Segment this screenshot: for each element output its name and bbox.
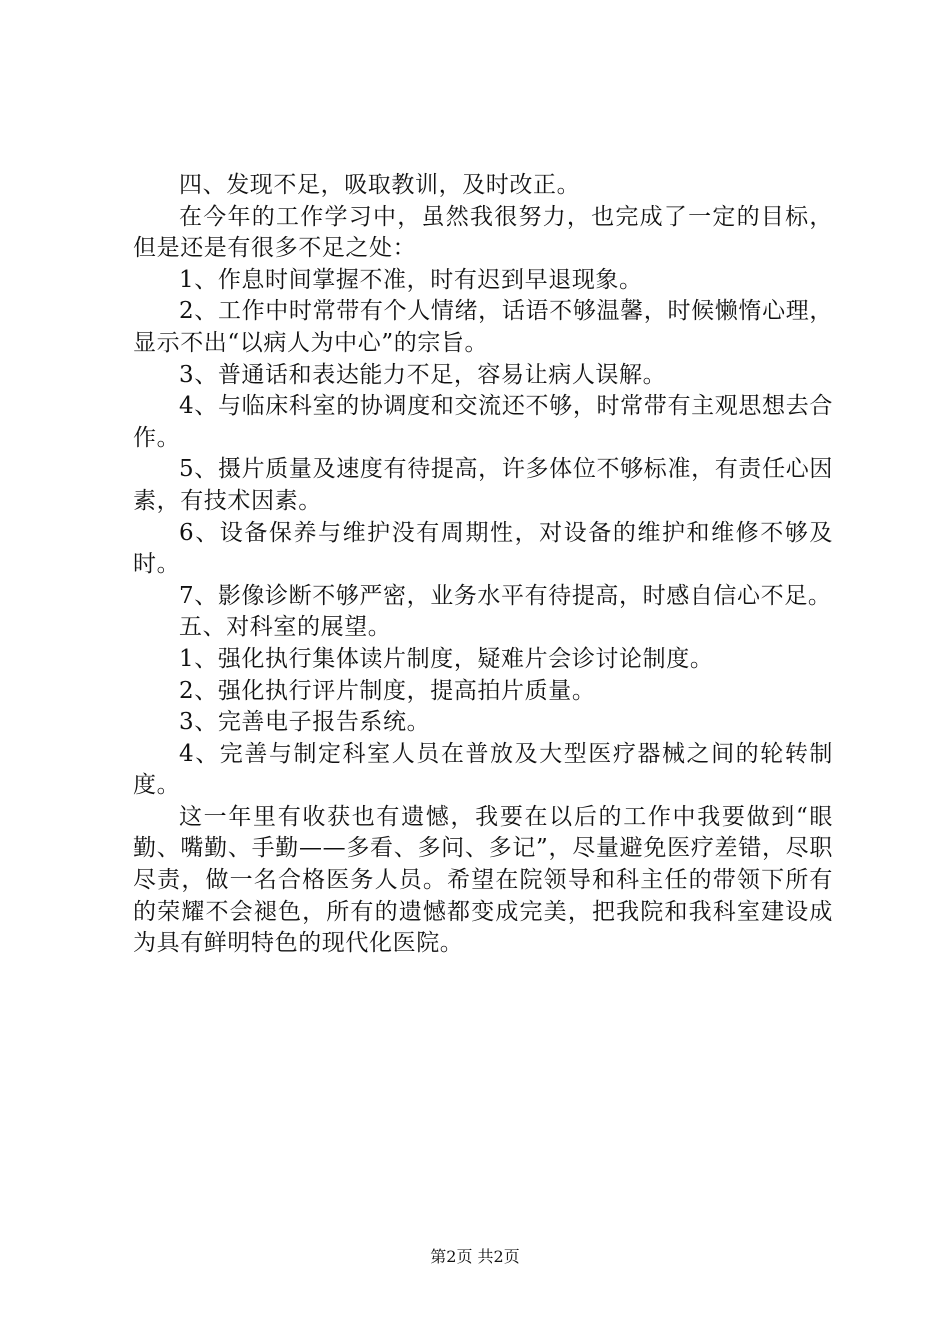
shortcoming-item-6: 6、设备保养与维护没有周期性，对设备的维护和维修不够及时。 (133, 519, 833, 578)
heading-section-five: 五、对科室的展望。 (179, 614, 392, 641)
shortcoming-item-4: 4、与临床科室的协调度和交流还不够，时常带有主观思想去合作。 (133, 393, 833, 451)
outlook-item-3: 3、完善电子报告系统。 (179, 709, 431, 736)
heading-section-four: 四、发现不足，吸取教训，及时改正。 (179, 172, 581, 198)
outlook-item-2: 2、强化执行评片制度，提高拍片质量。 (179, 677, 596, 704)
body-text (133, 170, 833, 960)
shortcoming-item-5: 5、摄片质量及速度有待提高，许多体位不够标准，有责任心因素，有技术因素。 (133, 456, 833, 514)
page-number-label: 第2页 共2页 (430, 1247, 520, 1266)
closing-paragraph: 这一年里有收获也有遗憾，我要在以后的工作中我要做到“眼勤、嘴勤、手勤——多看、多问、多记”，尽量避免医疗差错，尽职尽责，做一名合格医务人员。希望在院领导和科主任的带领下所有的荣耀不会褪色，所有的遗憾都变成完美，把我院和我科室建设成为具有鲜明特色的现代化医院。 (133, 803, 833, 957)
outlook-item-4: 4、完善与制定科室人员在普放及大型医疗器械之间的轮转制度。 (133, 740, 833, 799)
shortcoming-item-2: 2、工作中时常带有个人情绪，话语不够温馨，时候懒惰心理，显示不出“以病人为中心”的宗旨。 (133, 298, 833, 356)
shortcoming-item-3: 3、普通话和表达能力不足，容易让病人误解。 (179, 361, 667, 388)
intro-paragraph: 在今年的工作学习中，虽然我很努力，也完成了一定的目标，但是还是有很多不足之处： (133, 203, 833, 262)
shortcoming-item-7: 7、影像诊断不够严密，业务水平有待提高，时感自信心不足。 (179, 582, 832, 609)
outlook-item-1: 1、强化执行集体读片制度，疑难片会诊讨论制度。 (179, 645, 714, 672)
page-footer (0, 1244, 950, 1267)
shortcoming-item-1: 1、作息时间掌握不准，时有迟到早退现象。 (179, 266, 643, 293)
